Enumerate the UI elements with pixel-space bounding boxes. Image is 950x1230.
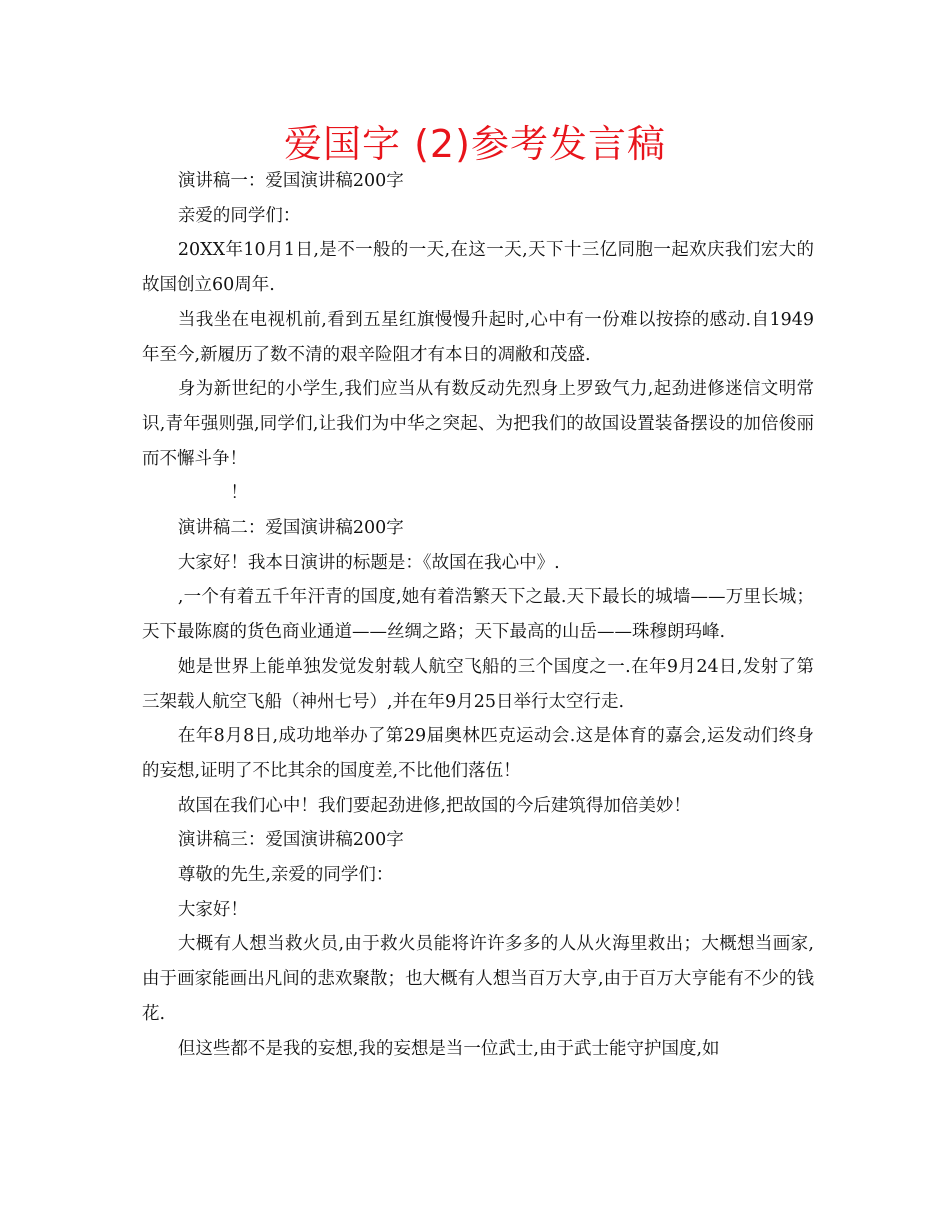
greeting-2: 大家好！我本日演讲的标题是：《故国在我心中》. bbox=[177, 552, 560, 573]
paragraph: 大概有人想当救火员,由于救火员能将许许多多的人从火海里救出；大概想当画家,由于画家能画出凡间的悲欢聚散；也大概有人想当百万大亨,由于百万大亨能有不少的钱花. bbox=[142, 934, 814, 1024]
paragraph: ,一个有着五千年汗青的国度,她有着浩繁天下之最.天下最长的城墙——万里长城；天下最陈腐的货色商业通道——丝绸之路；天下最高的山岳——珠穆朗玛峰. bbox=[142, 587, 814, 643]
section-heading-2: 演讲稿二：爱国演讲稿200字 bbox=[177, 518, 404, 539]
paragraph: 20XX年10月1日,是不一般的一天,在这一天,天下十三亿同胞一起欢庆我们宏大的故国创立60周年. bbox=[142, 240, 814, 296]
paragraph-exclamation: ！ bbox=[230, 483, 248, 504]
document-body bbox=[142, 164, 814, 1066]
paragraph: 但这些都不是我的妄想,我的妄想是当一位武士,由于武士能守护国度,如 bbox=[177, 1038, 720, 1059]
greeting-3: 大家好！ bbox=[177, 899, 248, 920]
paragraph: 身为新世纪的小学生,我们应当从有数反动先烈身上罗致气力,起劲进修迷信文明常识,青年强则强,同学们,让我们为中华之突起、为把我们的故国设置装备摆设的加倍俊丽而不懈斗争！ bbox=[142, 379, 814, 469]
salutation-3: 尊敬的先生,亲爱的同学们： bbox=[177, 865, 394, 886]
paragraph: 在年8月8日,成功地举办了第29届奥林匹克运动会.这是体育的嘉会,运发动们终身的妄想,证明了不比其余的国度差,不比他们落伍！ bbox=[142, 726, 814, 781]
paragraph: 故国在我们心中！我们要起劲进修,把故国的今后建筑得加倍美妙！ bbox=[177, 795, 691, 816]
document-title: 爱国字 (2)参考发言稿 bbox=[284, 122, 666, 166]
section-heading-1: 演讲稿一：爱国演讲稿200字 bbox=[177, 171, 404, 191]
salutation-1: 亲爱的同学们： bbox=[177, 205, 301, 226]
section-heading-3: 演讲稿三：爱国演讲稿200字 bbox=[177, 830, 404, 851]
paragraph: 她是世界上能单独发觉发射载人航空飞船的三个国度之一.在年9月24日,发射了第三架载人航空飞船（神州七号）,并在年9月25日举行太空行走. bbox=[142, 656, 814, 712]
paragraph: 当我坐在电视机前,看到五星红旗慢慢升起时,心中有一份难以按捺的感动.自1949年至今,新履历了数不清的艰辛险阻才有本日的凋敝和茂盛. bbox=[142, 309, 814, 365]
